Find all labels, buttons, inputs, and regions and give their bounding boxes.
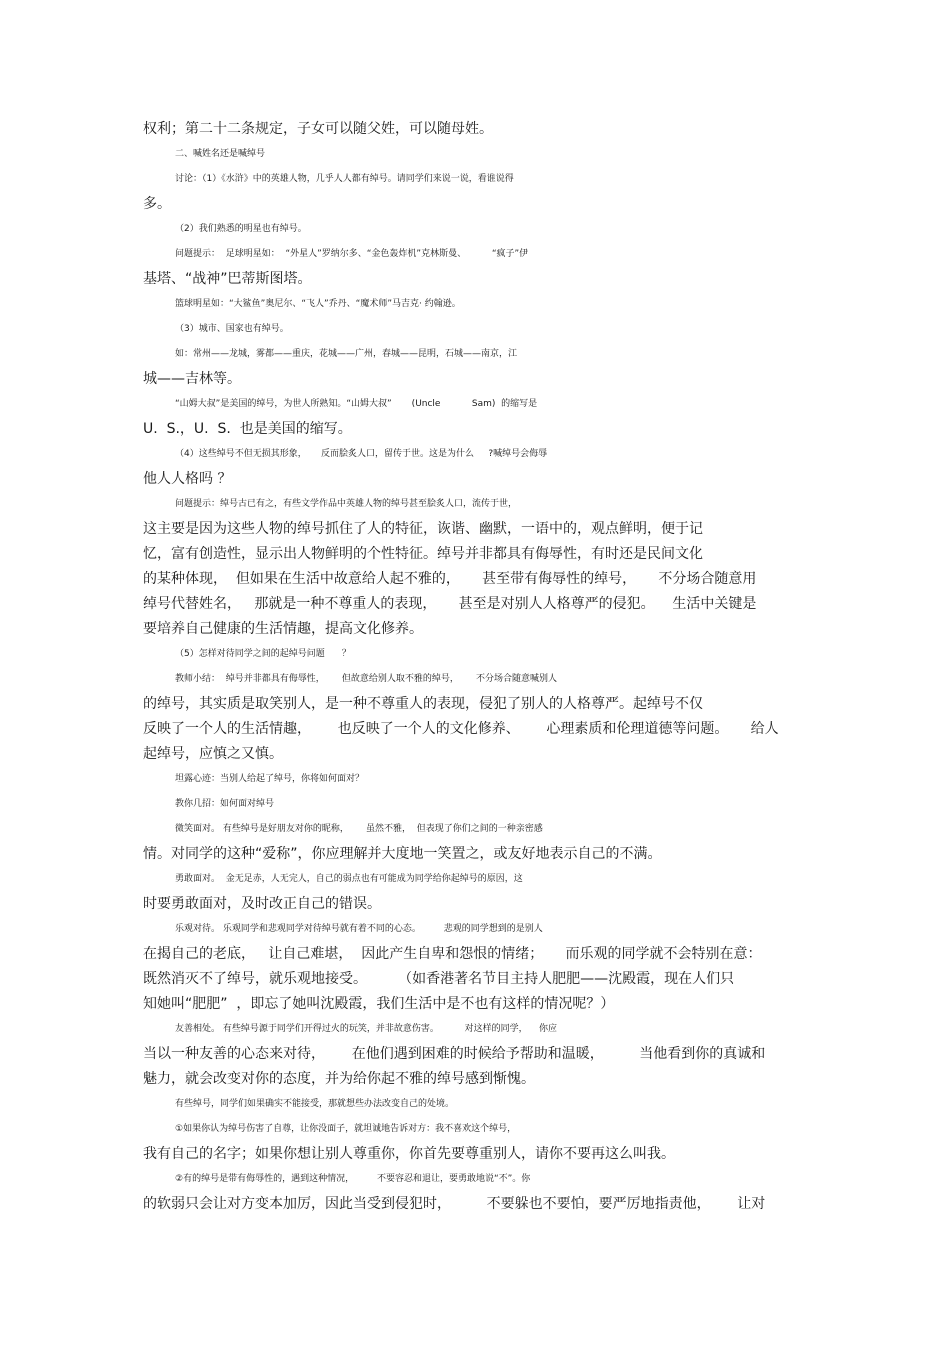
paragraph-line: 绰号代替姓名， 那就是一种不尊重人的表现， 甚至是对别人人格尊严的侵犯。 生活中关键是 [143, 596, 757, 612]
paragraph-line: 教师小结： 绰号并非都具有侮辱性， 但故意给别人取不雅的绰号， 不分场合随意喊别人 [175, 674, 558, 684]
paragraph-line: 问题提示：绰号古已有之，有些文学作品中英雄人物的绰号甚至脍炙人口，流传于世， [175, 499, 518, 509]
paragraph-line: 问题提示： 足球明星如： “外星人”罗纳尔多、“金色轰炸机”克林斯曼、 “疯子”伊 [175, 249, 529, 259]
paragraph-line: 要培养自己健康的生活情趣，提高文化修养。 [143, 621, 423, 637]
paragraph-line: 在揭自己的老底， 让自己难堪， 因此产生自卑和怨恨的情绪； 而乐观的同学就不会特别在意： [143, 946, 762, 962]
paragraph-line: 有些绰号，同学们如果确实不能接受，那就想些办法改变自己的处境。 [175, 1099, 455, 1109]
paragraph-line: 情。对同学的这种“爱称”，你应理解并大度地一笑置之，或友好地表示自己的不满。 [143, 846, 662, 862]
paragraph-line: 基塔、“战神”巴蒂斯图塔。 [143, 271, 312, 287]
paragraph-line: 忆，富有创造性，显示出人物鲜明的个性特征。绰号并非都具有侮辱性，有时还是民间文化 [143, 546, 703, 562]
paragraph-line: （4）这些绰号不但无损其形象， 反而脍炙人口，留传于世。这是为什么 ?喊绰号会侮辱 [175, 449, 548, 459]
paragraph-line: （5）怎样对待同学之间的起绰号问题 ？ [175, 649, 351, 659]
paragraph-line: U. S.，U. S. 也是美国的缩写。 [143, 421, 352, 437]
paragraph-line: 勇敢面对。 金无足赤，人无完人，自己的弱点也有可能成为同学给你起绰号的原因，这 [175, 874, 523, 884]
paragraph-line: 教你几招：如何面对绰号 [175, 799, 275, 809]
paragraph-line: 城——吉林等。 [143, 371, 241, 387]
paragraph-line: 如：常州——龙城，雾都——重庆，花城——广州，春城——昆明，石城——南京，江 [175, 349, 518, 359]
paragraph-line: ①如果你认为绰号伤害了自尊，让你没面子，就坦诚地告诉对方：我不喜欢这个绰号， [175, 1124, 517, 1134]
paragraph-line: 这主要是因为这些人物的绰号抓住了人的特征，诙谐、幽默，一语中的，观点鲜明，便于记 [143, 521, 703, 537]
paragraph-line: 时要勇敢面对，及时改正自己的错误。 [143, 896, 381, 912]
paragraph-line: 既然消灭不了绰号，就乐观地接受。 （如香港著名节目主持人肥肥——沈殿霞，现在人们只 [143, 971, 735, 987]
paragraph-line: 篮球明星如：“大鲨鱼”奥尼尔、“飞人”乔丹、“魔术师”马吉克· 约翰逊。 [175, 299, 461, 309]
paragraph-line: 多。 [143, 196, 171, 212]
section-heading: 二、喊姓名还是喊绰号 [175, 149, 266, 159]
paragraph-line: 讨论：（1）《水浒》中的英雄人物，几乎人人都有绰号。请同学们来说一说，看谁说得 [175, 174, 514, 184]
paragraph-line: 魅力，就会改变对你的态度，并为给你起不雅的绰号感到惭愧。 [143, 1071, 535, 1087]
paragraph-line: 知她叫“肥肥” ，即忘了她叫沈殿霞，我们生活中是不也有这样的情况呢？） [143, 996, 615, 1012]
paragraph-line: 微笑面对。 有些绰号是好朋友对你的昵称， 虽然不雅， 但表现了你们之间的一种亲密感 [175, 824, 543, 834]
paragraph-line: 乐观对待。 乐观同学和悲观同学对待绰号就有着不同的心态。 悲观的同学想到的是别人 [175, 924, 543, 934]
paragraph-line: 的绰号，其实质是取笑别人，是一种不尊重人的表现，侵犯了别人的人格尊严。起绰号不仅 [143, 696, 703, 712]
paragraph-line: 他人人格吗 ？ [143, 471, 232, 487]
paragraph-line: 当以一种友善的心态来对待， 在他们遇到困难的时候给予帮助和温暖， 当他看到你的真诚和 [143, 1046, 766, 1062]
text-line-continuation: 权利；第二十二条规定，子女可以随父姓，可以随母姓。 [143, 121, 493, 137]
paragraph-line: （3）城市、国家也有绰号。 [175, 324, 289, 334]
paragraph-line: 坦露心迹：当别人给起了绰号，你将如何面对？ [175, 774, 365, 784]
paragraph-line: 反映了一个人的生活情趣， 也反映了一个人的文化修养、 心理素质和伦理道德等问题。 给人 [143, 721, 779, 737]
paragraph-line: ②有的绰号是带有侮辱性的，遇到这种情况， 不要容忍和退让，要勇敢地说“不”。你 [175, 1174, 531, 1184]
paragraph-line: 的软弱只会让对方变本加厉，因此当受到侵犯时， 不要躲也不要怕，要严厉地指责他， 让对 [143, 1196, 766, 1212]
paragraph-line: 起绰号，应慎之又慎。 [143, 746, 283, 762]
paragraph-line: （2）我们熟悉的明星也有绰号。 [175, 224, 307, 234]
paragraph-line: 友善相处。 有些绰号源于同学们开得过火的玩笑，并非故意伤害。 对这样的同学， 你应 [175, 1024, 558, 1034]
paragraph-line: 的某种体现， 但如果在生活中故意给人起不雅的， 甚至带有侮辱性的绰号， 不分场合随意用 [143, 571, 757, 587]
paragraph-line: 我有自己的名字；如果你想让别人尊重你，你首先要尊重别人，请你不要再这么叫我。 [143, 1146, 675, 1162]
paragraph-line: “山姆大叔”是美国的绰号，为世人所熟知。“山姆大叔” (Uncle Sam) 的缩写是 [175, 399, 538, 409]
